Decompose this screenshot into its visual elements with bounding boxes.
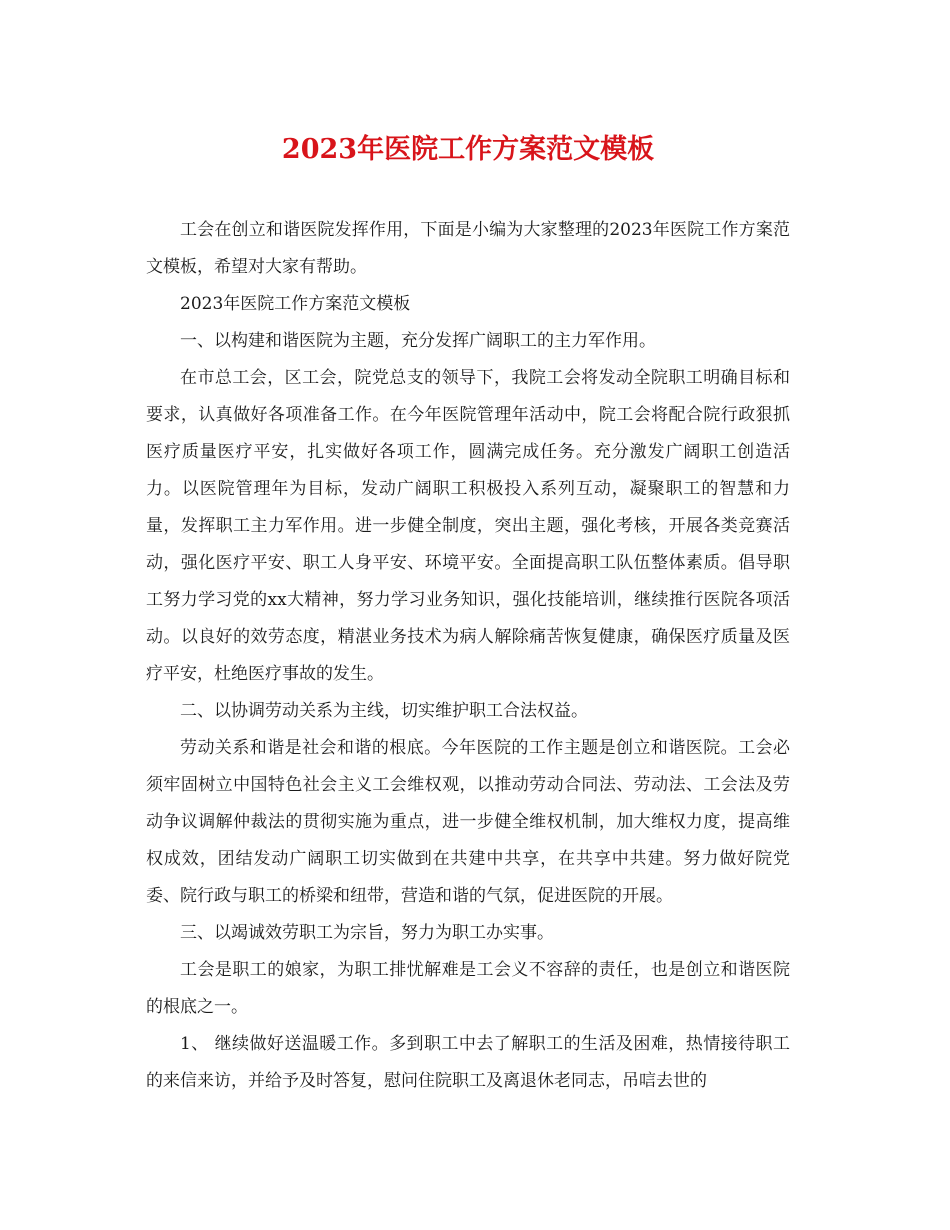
paragraph-section-1: 在市总工会，区工会，院党总支的领导下，我院工会将发动全院职工明确目标和要求，认真做好各项准备工作。在今年医院管理年活动中，院工会将配合院行政狠抓医疗质量医疗平安，扎实做好各项工作，圆满完成任务。充分激发广阔职工创造活力。以医院管理年为目标，发动广阔职工积极投入系列互动，凝聚职工的智慧和力量，发挥职工主力军作用。进一步健全制度，突出主题，强化考核，开展各类竞赛活动，强化医疗平安、职工人身平安、环境平安。全面提高职工队伍整体素质。倡导职工努力学习党的xx大精神，努力学习业务知识，强化技能培训，继续推行医院各项活动。以良好的效劳态度，精湛业务技术为病人解除痛苦恢复健康，确保医疗质量及医疗平安，杜绝医疗事故的发生。 — [146, 368, 790, 684]
paragraph-section-3: 工会是职工的娘家，为职工排忧解难是工会义不容辞的责任，也是创立和谐医院的根底之一。 — [146, 960, 790, 1017]
document-title: 2023年医院工作方案范文模板 — [281, 134, 655, 165]
paragraph-subtitle: 2023年医院工作方案范文模板 — [180, 294, 411, 314]
section-heading-3: 三、以竭诚效劳职工为宗旨，努力为职工办实事。 — [180, 923, 554, 943]
section-heading-2: 二、以协调劳动关系为主线，切实维护职工合法权益。 — [180, 701, 588, 721]
paragraph-intro: 工会在创立和谐医院发挥作用，下面是小编为大家整理的2023年医院工作方案范文模板，希望对大家有帮助。 — [146, 220, 790, 277]
list-item-1: 1、 继续做好送温暖工作。多到职工中去了解职工的生活及困难，热情接待职工的来信来访，并给予及时答复，慰问住院职工及离退休老同志，吊唁去世的 — [146, 1034, 790, 1091]
paragraph-section-2: 劳动关系和谐是社会和谐的根底。今年医院的工作主题是创立和谐医院。工会必须牢固树立中国特色社会主义工会维权观，以推动劳动合同法、劳动法、工会法及劳动争议调解仲裁法的贯彻实施为重点，进一步健全维权机制，加大维权力度，提高维权成效，团结发动广阔职工切实做到在共建中共享，在共享中共建。努力做好院党委、院行政与职工的桥梁和纽带，营造和谐的气氛，促进医院的开展。 — [146, 738, 790, 906]
section-heading-1: 一、以构建和谐医院为主题，充分发挥广阔职工的主力军作用。 — [180, 331, 656, 351]
